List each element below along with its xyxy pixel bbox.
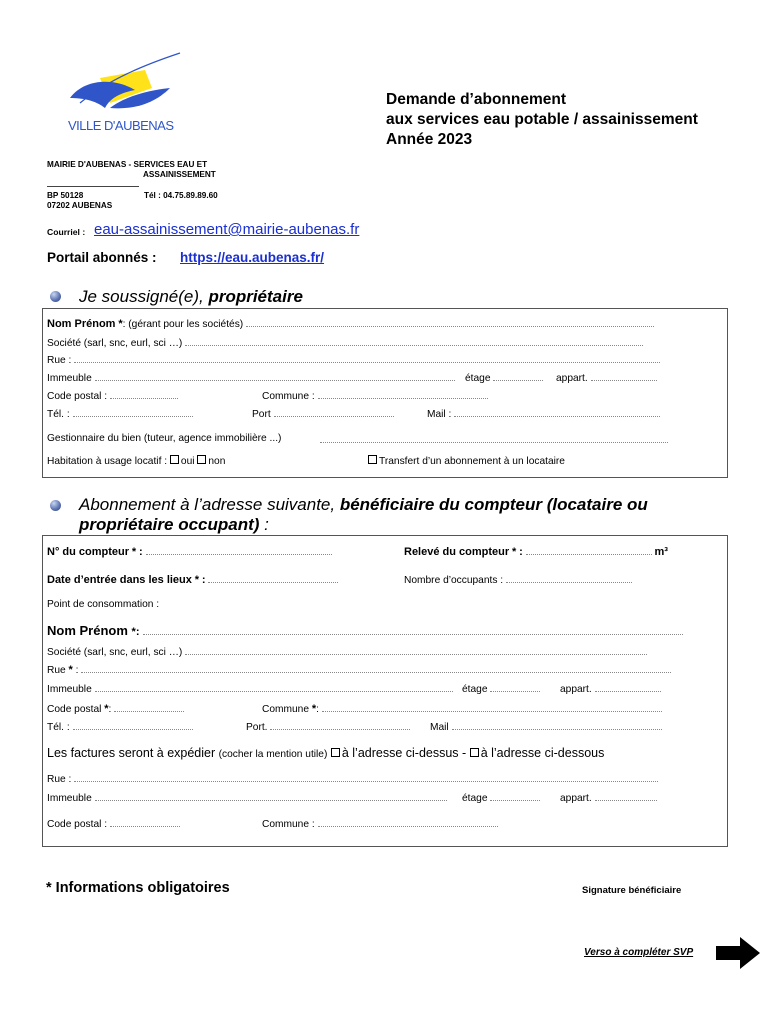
field-label: Commune : xyxy=(262,819,315,830)
owner-city-row xyxy=(262,389,488,402)
billing-apt-row xyxy=(560,791,657,804)
billing-postcode-row xyxy=(47,817,180,830)
subscriber-company-field[interactable] xyxy=(185,645,647,655)
meter-row xyxy=(47,545,332,558)
field-label: Date d’entrée dans les lieux xyxy=(47,574,192,586)
owner-floor-row xyxy=(465,371,543,384)
oui-label: oui xyxy=(180,456,195,467)
field-label: Tél. : xyxy=(47,409,70,420)
subscriber-city-row xyxy=(262,702,662,715)
field-label: Immeuble xyxy=(47,373,92,384)
field-label: Rue xyxy=(47,665,66,676)
address-below-checkbox[interactable] xyxy=(470,748,479,757)
address-above-label: à l’adresse ci-dessus - xyxy=(341,746,467,760)
subscriber-mobile-row xyxy=(246,720,410,733)
owner-company-field[interactable] xyxy=(185,336,643,346)
owner-postcode-row xyxy=(47,389,178,402)
field-label: Port xyxy=(252,409,271,420)
billing-row xyxy=(47,746,604,760)
owner-postcode-field[interactable] xyxy=(110,389,178,399)
billing-building-row xyxy=(47,791,447,804)
owner-building-field[interactable] xyxy=(95,371,455,381)
bullet-icon xyxy=(50,291,61,302)
subscriber-mail-field[interactable] xyxy=(452,720,662,730)
owner-company-row xyxy=(47,336,643,349)
field-label: Immeuble xyxy=(47,793,92,804)
billing-building-field[interactable] xyxy=(95,791,447,801)
owner-street-row xyxy=(47,353,660,366)
billing-floor-field[interactable] xyxy=(490,791,540,801)
field-label: Relevé du compteur xyxy=(404,546,510,558)
colon: : xyxy=(138,546,143,558)
field-label: Mail : xyxy=(427,409,452,420)
entry-date-row xyxy=(47,573,338,586)
title-line-2: aux services eau potable / assainissement xyxy=(386,111,698,128)
colon: : xyxy=(316,704,319,715)
owner-city-field[interactable] xyxy=(318,389,488,399)
required-star: * xyxy=(104,703,109,715)
billing-city-field[interactable] xyxy=(318,817,498,827)
transfer-checkbox[interactable] xyxy=(368,455,377,464)
heading-text: Je soussigné(e), xyxy=(79,287,209,306)
divider xyxy=(47,186,139,187)
required-note: * Informations obligatoires xyxy=(46,880,230,896)
mairie-phone: Tél : 04.75.89.89.60 xyxy=(144,191,218,200)
billing-floor-row xyxy=(462,791,540,804)
field-label: Point de consommation : xyxy=(47,599,160,610)
colon: : xyxy=(108,704,112,715)
field-label: Mail xyxy=(430,722,449,733)
field-label: Société (sarl, snc, eurl, sci …) xyxy=(47,647,183,658)
meter-number-field[interactable] xyxy=(146,545,332,555)
mairie-line-2: ASSAINISSEMENT xyxy=(143,170,216,179)
address-below-label: à l’adresse ci-dessous xyxy=(480,746,605,760)
oui-checkbox[interactable] xyxy=(170,455,179,464)
field-label: Nombre d’occupants : xyxy=(404,575,504,586)
subscriber-postcode-row xyxy=(47,702,184,715)
owner-phone-row xyxy=(47,407,193,420)
billing-street-field[interactable] xyxy=(74,772,658,782)
owner-mobile-row xyxy=(252,407,394,420)
heading-bold: propriétaire xyxy=(208,287,303,306)
field-label: Rue : xyxy=(47,774,72,785)
bp-city: 07202 AUBENAS xyxy=(47,201,113,210)
document-title xyxy=(386,90,698,150)
field-label: étage xyxy=(465,373,491,384)
owner-apt-field[interactable] xyxy=(591,371,657,381)
courriel-label: Courriel : xyxy=(47,227,86,237)
verso-link[interactable]: Verso à compléter SVP xyxy=(584,947,694,958)
bullet-icon xyxy=(50,500,61,511)
owner-name-field[interactable] xyxy=(246,317,654,327)
subscriber-name-field[interactable] xyxy=(143,625,683,635)
manager-field-row xyxy=(320,433,668,446)
non-label: non xyxy=(208,456,226,467)
owner-building-row xyxy=(47,371,455,384)
required-star: * xyxy=(311,703,317,715)
section-owner-heading xyxy=(79,287,303,307)
email-link[interactable]: eau-assainissement@mairie-aubenas.fr xyxy=(94,221,360,238)
entry-date-field[interactable] xyxy=(208,573,338,583)
manager-row xyxy=(47,433,281,444)
subscriber-mobile-field[interactable] xyxy=(270,720,410,730)
field-label: N° du compteur xyxy=(47,546,130,558)
field-label: appart. xyxy=(560,793,592,804)
field-label: Commune : xyxy=(262,391,315,402)
field-label: Tél. : xyxy=(47,722,70,733)
field-label: Commune xyxy=(262,704,309,715)
required-star: * xyxy=(68,664,73,676)
mairie-address xyxy=(47,160,216,180)
occupants-field[interactable] xyxy=(506,573,632,583)
subscriber-phone-row xyxy=(47,720,193,733)
colon: : xyxy=(519,546,523,558)
section-subscriber-heading xyxy=(79,495,648,535)
field-label: Code postal : xyxy=(47,819,108,830)
field-label: Nom Prénom xyxy=(47,318,116,330)
billing-city-row xyxy=(262,817,498,830)
subscriber-building-row xyxy=(47,682,453,695)
field-label: Code postal : xyxy=(47,391,108,402)
owner-phone-field[interactable] xyxy=(73,407,193,417)
consumption-point-row xyxy=(47,599,159,610)
billing-apt-field[interactable] xyxy=(595,791,657,801)
owner-mobile-field[interactable] xyxy=(274,407,394,417)
billing-note: (cocher la mention utile) xyxy=(218,749,328,760)
subscriber-name-row xyxy=(47,623,683,638)
title-line-1: Demande d’abonnement xyxy=(386,91,566,108)
owner-mail-row xyxy=(427,407,660,420)
ville-aubenas-logo xyxy=(40,48,190,138)
field-label: étage xyxy=(462,793,488,804)
signature-label: Signature bénéficiaire xyxy=(582,885,682,896)
subscriber-street-field[interactable] xyxy=(81,663,671,673)
billing-street-row xyxy=(47,772,658,785)
occupants-row xyxy=(404,573,632,586)
owner-apt-row xyxy=(556,371,657,384)
unit-m3: m³ xyxy=(654,546,668,558)
postal-box xyxy=(47,191,112,211)
subscriber-street-row xyxy=(47,663,671,676)
transfer-row xyxy=(368,455,565,467)
field-label: Gestionnaire du bien (tuteur, agence immobilière ...) xyxy=(47,433,282,444)
field-label: Rue : xyxy=(47,355,72,366)
owner-street-field[interactable] xyxy=(74,353,660,363)
billing-postcode-field[interactable] xyxy=(110,817,180,827)
heading-text: Abonnement à l’adresse suivante, xyxy=(79,495,340,514)
field-label: Port. xyxy=(246,722,268,733)
colon: : xyxy=(201,574,206,586)
billing-label: Les factures seront à expédier xyxy=(47,746,216,760)
required-star: * xyxy=(131,546,137,558)
title-year: Année 2023 xyxy=(386,131,473,148)
non-checkbox[interactable] xyxy=(197,455,206,464)
owner-name-row xyxy=(47,317,654,330)
field-note: : (gérant pour les sociétés) xyxy=(122,319,244,330)
logo-text: VILLE D'AUBENAS xyxy=(68,118,174,133)
owner-mail-field[interactable] xyxy=(454,407,660,417)
field-label: Nom Prénom xyxy=(47,623,128,638)
field-label: étage xyxy=(462,684,488,695)
arrow-right-icon xyxy=(714,935,762,971)
meter-reading-field[interactable] xyxy=(526,545,652,555)
required-star: * xyxy=(511,546,517,558)
subscriber-apt-field[interactable] xyxy=(595,682,661,692)
field-label: Société (sarl, snc, eurl, sci …) xyxy=(47,338,183,349)
heading-bold-2: propriétaire occupant) xyxy=(79,515,260,534)
mairie-line-1: MAIRIE D'AUBENAS - SERVICES EAU ET xyxy=(47,160,208,169)
subscriber-mail-row xyxy=(430,720,662,733)
colon: : xyxy=(75,665,79,676)
required-star: * xyxy=(131,626,136,638)
colon: : xyxy=(135,626,140,638)
portail-link[interactable]: https://eau.aubenas.fr/ xyxy=(180,250,325,265)
required-star: * xyxy=(118,318,123,330)
field-label: appart. xyxy=(556,373,588,384)
reading-row xyxy=(404,545,668,558)
field-label: Habitation à usage locatif : xyxy=(47,456,168,467)
manager-field[interactable] xyxy=(320,433,668,443)
field-label: Immeuble xyxy=(47,684,92,695)
field-label: Code postal xyxy=(47,704,102,715)
heading-bold: bénéficiaire du compteur (locataire ou xyxy=(339,495,648,514)
bp-number: BP 50128 xyxy=(47,191,84,200)
transfer-label: Transfert d’un abonnement à un locataire xyxy=(379,456,565,467)
subscriber-postcode-field[interactable] xyxy=(114,702,184,712)
heading-colon: : xyxy=(259,515,269,534)
subscriber-apt-row xyxy=(560,682,661,695)
subscriber-phone-field[interactable] xyxy=(73,720,193,730)
address-above-checkbox[interactable] xyxy=(331,748,340,757)
required-star: * xyxy=(194,574,200,586)
subscriber-floor-field[interactable] xyxy=(490,682,540,692)
owner-floor-field[interactable] xyxy=(493,371,543,381)
portail-label: Portail abonnés : xyxy=(47,250,157,265)
subscriber-building-field[interactable] xyxy=(95,682,453,692)
subscriber-floor-row xyxy=(462,682,540,695)
subscriber-company-row xyxy=(47,645,647,658)
subscriber-city-field[interactable] xyxy=(322,702,662,712)
rental-row xyxy=(47,455,225,467)
field-label: appart. xyxy=(560,684,592,695)
